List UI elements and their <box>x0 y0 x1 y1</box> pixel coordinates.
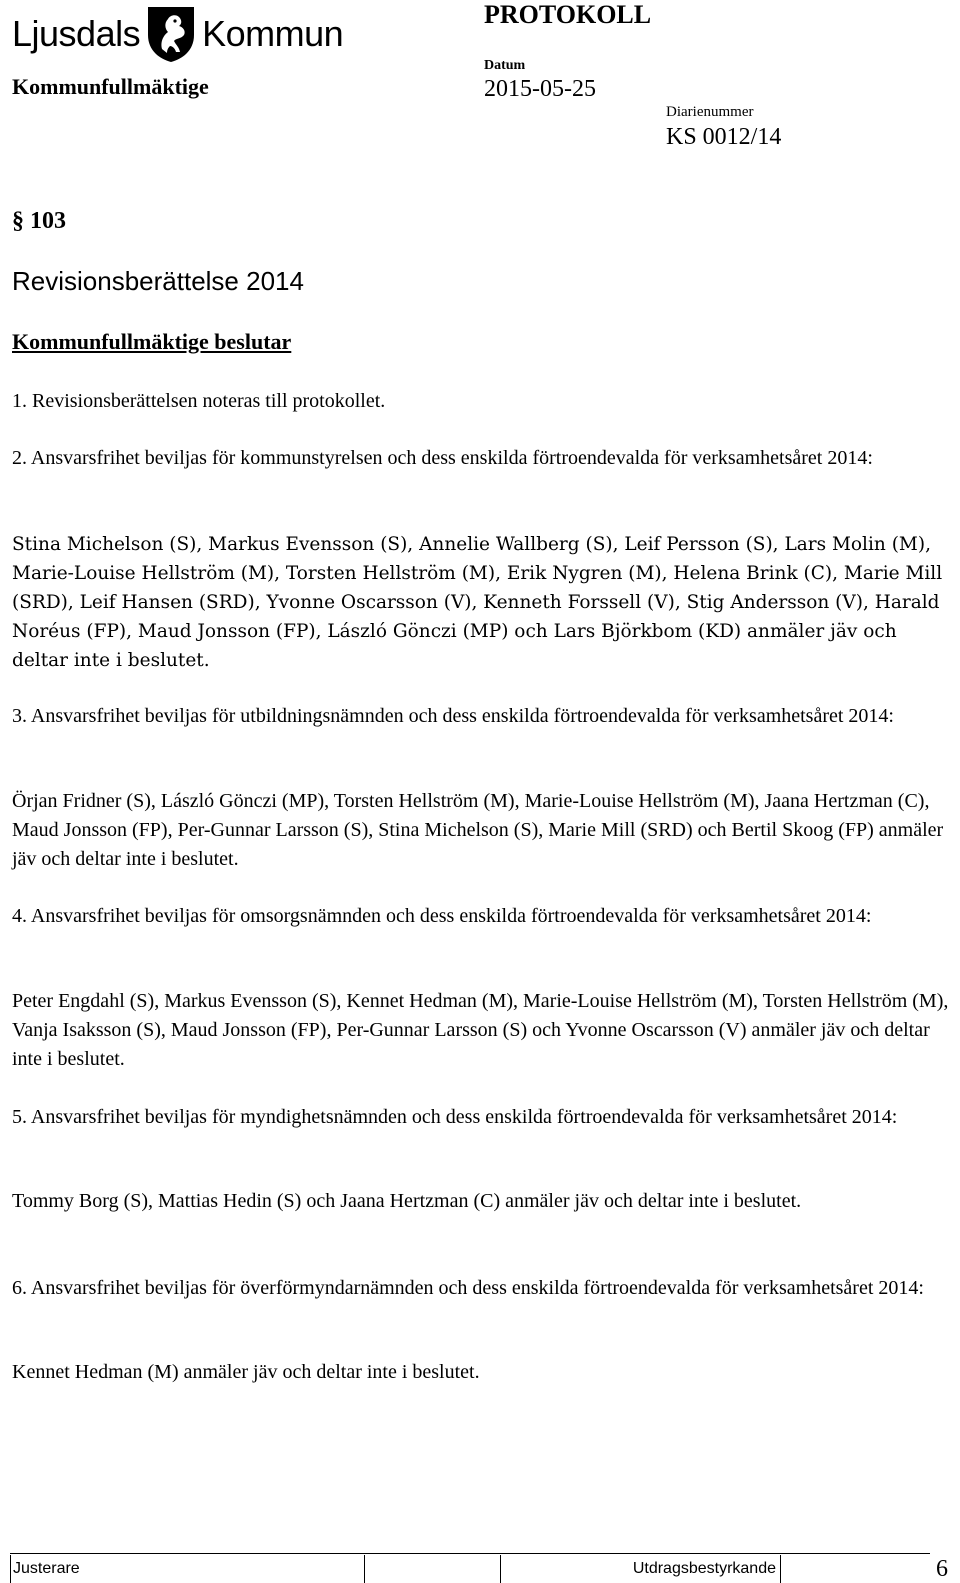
decision-item-2: 2. Ansvarsfrihet beviljas för kommunstyrelsen och dess enskilda förtroendevalda för verksamhetsåret 2014: <box>12 447 873 469</box>
footer-justerare-signature-box <box>364 1555 501 1583</box>
registration-number-label: Diarienummer <box>666 104 754 120</box>
recused-members-list-3: Örjan Fridner (S), László Gönczi (MP), Torsten Hellström (M), Marie-Louise Hellström (M), Jaana Hertzman (C), Maud Jonsson (FP), Per-Gunnar Larsson (S), Stina Michelson (S), Marie Mill (SRD) och Bertil Skoog (FP) anmäler jäv och deltar inte i beslutet. <box>12 790 944 870</box>
footer-divider <box>10 1553 930 1554</box>
paragraph-number: § 103 <box>12 208 66 234</box>
recused-members-list-5: Tommy Borg (S), Mattias Hedin (S) och Jaana Hertzman (C) anmäler jäv och deltar inte i beslutet. <box>12 1190 802 1212</box>
recused-members-list-2: Stina Michelson (S), Markus Evensson (S), Annelie Wallberg (S), Leif Persson (S), Lars Molin (M), Marie-Louise Hellström (M), Torsten Hellström (M), Erik Nygren (M), Helena Brink (C), Marie Mill (SRD), Leif Hansen (SRD), Yvonne Oscarsson (V), Kenneth Forssell (V), Stig Andersson (V), Harald Noréus (FP), Maud Jonsson (FP), László Gönczi (MP) och Lars Björkbom (KD) anmäler jäv och deltar inte i beslutet. <box>12 534 943 671</box>
logo-word-right: Kommun <box>202 13 344 54</box>
decision-item-1: 1. Revisionsberättelsen noteras till protokollet. <box>12 390 386 412</box>
decision-item-6: 6. Ansvarsfrihet beviljas för överförmyndarnämnden och dess enskilda förtroendevalda för verksamhetsåret 2014: <box>12 1277 924 1299</box>
footer-utdragsbestyrkande-box <box>780 1555 931 1583</box>
decision-heading: Kommunfullmäktige beslutar <box>12 329 292 354</box>
municipality-logo <box>12 4 343 64</box>
recused-members-list-6: Kennet Hedman (M) anmäler jäv och deltar inte i beslutet. <box>12 1361 480 1383</box>
recused-members-list-4: Peter Engdahl (S), Markus Evensson (S), Kennet Hedman (M), Marie-Louise Hellström (M), Torsten Hellström (M), Vanja Isaksson (S), Maud Jonsson (FP), Per-Gunnar Larsson (S) och Yvonne Oscarsson (V) anmäler jäv och deltar inte i beslutet. <box>12 990 949 1070</box>
footer-utdragsbestyrkande-label: Utdragsbestyrkande <box>500 1555 780 1583</box>
footer-justerare-label: Justerare <box>10 1555 364 1583</box>
date-label: Datum <box>484 58 526 73</box>
decision-item-3: 3. Ansvarsfrihet beviljas för utbildningsnämnden och dess enskilda förtroendevalda för verksamhetsåret 2014: <box>12 705 894 727</box>
coat-of-arms-icon <box>146 5 196 63</box>
logo-word-left: Ljusdals <box>12 13 141 54</box>
section-title: Revisionsberättelse 2014 <box>12 266 304 296</box>
registration-number-value: KS 0012/14 <box>666 124 782 150</box>
decision-item-4: 4. Ansvarsfrihet beviljas för omsorgsnämnden och dess enskilda förtroendevalda för verksamhetsåret 2014: <box>12 905 872 927</box>
document-type: PROTOKOLL <box>484 0 652 29</box>
organization-name: Kommunfullmäktige <box>12 74 209 99</box>
date-value: 2015-05-25 <box>484 76 596 102</box>
decision-item-5: 5. Ansvarsfrihet beviljas för myndighetsnämnden och dess enskilda förtroendevalda för verksamhetsåret 2014: <box>12 1106 898 1128</box>
page-number: 6 <box>936 1555 948 1582</box>
